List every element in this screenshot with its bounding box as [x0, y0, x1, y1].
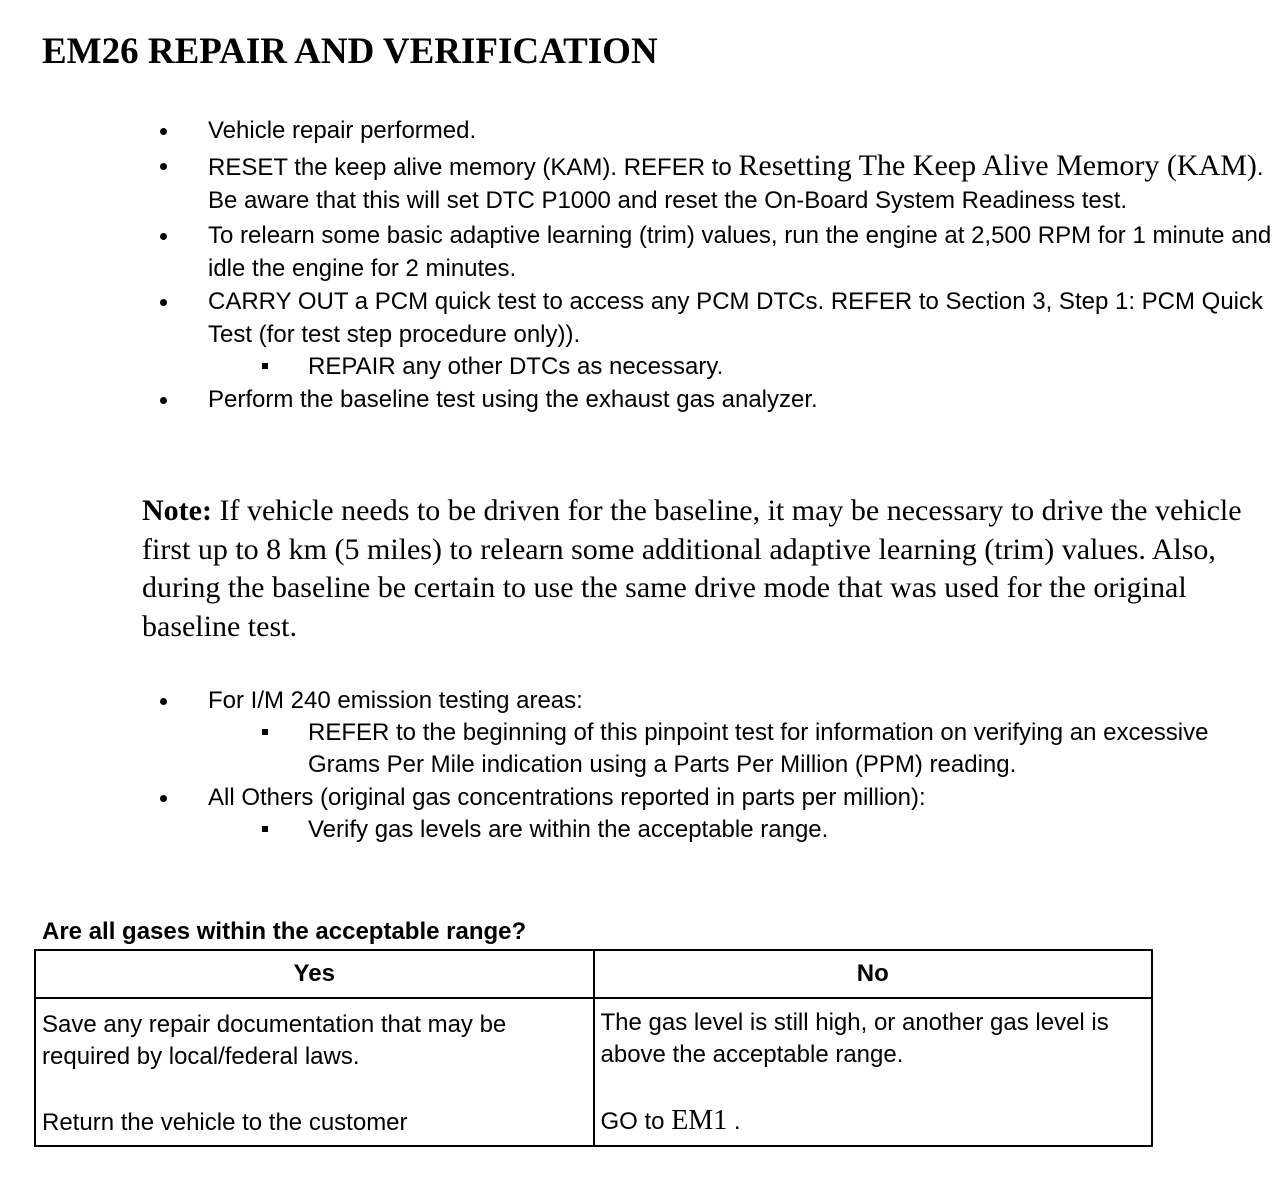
note-text: If vehicle needs to be driven for the baseline, it may be necessary to drive the vehicle first up to 8 km (5 miles) to relearn some additional adaptive learning (trim) values. Also, during the baseline be certain to use the same drive mode that was used for the original baseline test. [142, 494, 1242, 643]
note-paragraph [142, 492, 1242, 646]
no-header: No [594, 950, 1153, 998]
goto-text: . [727, 1108, 741, 1135]
step-text: . Be aware that this will set DTC P1000 and reset the On-Board System Readiness test. [208, 154, 1264, 214]
em1-link[interactable]: EM1 [671, 1105, 728, 1136]
sub-list-item [0, 351, 1280, 383]
list-item [0, 285, 1280, 351]
list-item [0, 219, 1280, 285]
bullet-icon [160, 299, 167, 306]
sub-list-item [0, 814, 1280, 846]
step-text: RESET the keep alive memory (KAM). REFER to [208, 154, 739, 181]
bullet-icon [160, 397, 167, 404]
no-goto [601, 1105, 1146, 1138]
sub-list-item [0, 717, 1280, 781]
bullet-icon [160, 163, 167, 170]
question-heading: Are all gases within the acceptable range? [42, 918, 527, 945]
area-text: All Others (original gas concentrations reported in parts per million): [208, 784, 926, 811]
square-bullet-icon [262, 826, 268, 832]
sub-area-text: REFER to the beginning of this pinpoint test for information on verifying an excessive Grams Per Mile indication using a Parts Per Million (PPM) reading. [308, 719, 1209, 778]
list-item [0, 684, 1280, 717]
yes-text: Return the vehicle to the customer [42, 1109, 408, 1136]
list-item [0, 149, 1280, 217]
no-text: The gas level is still high, or another gas level is above the acceptable range. [600, 1009, 1109, 1068]
bullet-icon [160, 128, 167, 135]
decision-table [34, 949, 1153, 1147]
step-text: CARRY OUT a PCM quick test to access any PCM DTCs. REFER to Section 3, Step 1: PCM Quick Test (for test step procedure only)). [208, 288, 1264, 348]
no-cell [594, 998, 1153, 1146]
list-item [0, 781, 1280, 814]
reset-kam-link[interactable]: Resetting The Keep Alive Memory (KAM) [738, 149, 1257, 182]
bullet-icon [160, 698, 167, 705]
area-text: For I/M 240 emission testing areas: [208, 687, 583, 714]
goto-text: GO to [600, 1108, 672, 1135]
yes-header: Yes [35, 950, 594, 998]
step-text: Perform the baseline test using the exhaust gas analyzer. [208, 386, 818, 413]
testing-areas-list [0, 684, 1280, 846]
list-item [0, 114, 1280, 147]
repair-steps-list [0, 114, 1280, 416]
list-item [0, 383, 1280, 416]
square-bullet-icon [262, 729, 268, 735]
sub-step-text: REPAIR any other DTCs as necessary. [308, 353, 724, 380]
yes-cell [35, 998, 594, 1146]
bullet-icon [160, 233, 167, 240]
note-label: Note: [142, 494, 212, 527]
sub-area-text: Verify gas levels are within the acceptable range. [308, 816, 829, 843]
page-title: EM26 REPAIR AND VERIFICATION [42, 31, 658, 72]
yes-text: Save any repair documentation that may be required by local/federal laws. [42, 1011, 507, 1070]
square-bullet-icon [262, 363, 268, 369]
step-text: To relearn some basic adaptive learning (trim) values, run the engine at 2,500 RPM for 1 minute and idle the engine for 2 minutes. [208, 222, 1272, 282]
step-text: Vehicle repair performed. [208, 117, 477, 144]
bullet-icon [160, 795, 167, 802]
